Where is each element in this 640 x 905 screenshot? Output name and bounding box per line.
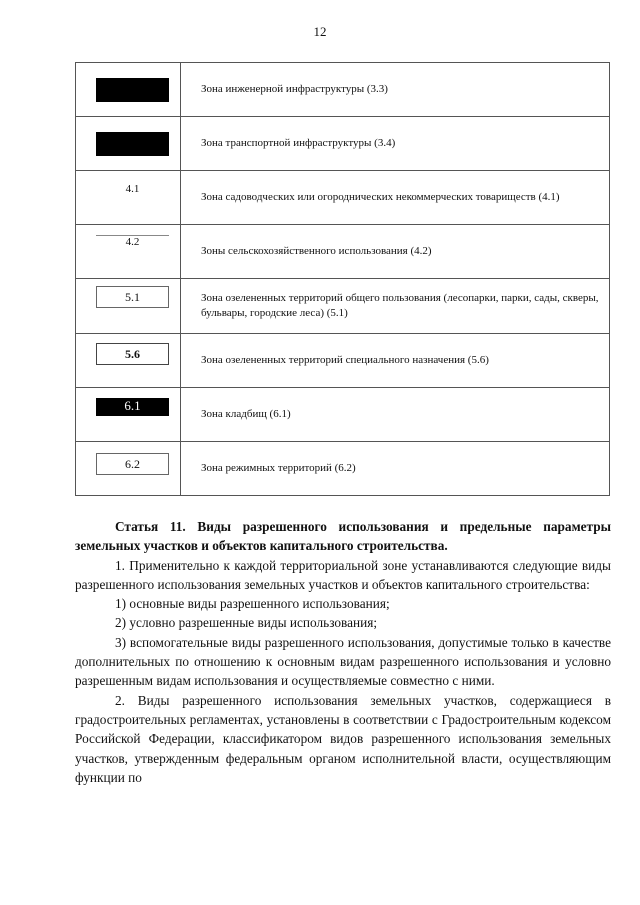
article-paragraph: 2. Виды разрешенного использования земельных участков, содержащиеся в градостроительных регламентах, установлены в соответствии с Градостроительным кодексом Российской Федерации, классификатором видов разрешенного использования земельных участков, утвержденным федеральным органом исполнительной власти, осуществляющим функции по: [75, 692, 611, 785]
legend-description: Зона садоводческих или огороднических некоммерческих товариществ (4.1): [181, 171, 610, 225]
legend-symbol-cell: [76, 442, 181, 496]
legend-symbol-cell: [76, 63, 181, 117]
legend-description: Зона инженерной инфраструктуры (3.3): [181, 63, 610, 117]
legend-row: [76, 171, 610, 225]
legend-row: [76, 117, 610, 171]
legend-symbol-cell: [76, 334, 181, 388]
article-heading: Статья 11. Виды разрешенного использования и предельные параметры земельных участков и объектов капитального строительства.: [75, 519, 611, 554]
legend-row: [76, 279, 610, 334]
zone-symbol-label: 4.1: [125, 183, 140, 195]
legend-row: [76, 334, 610, 388]
legend-description: Зона транспортной инфраструктуры (3.4): [181, 117, 610, 171]
article-paragraph: 1. Применительно к каждой территориальной зоне устанавливаются следующие виды разрешенного использования земельных участков и объектов капитального строительства:: [75, 557, 611, 592]
legend-symbol-cell: [76, 388, 181, 442]
zone-legend-table: [75, 62, 610, 496]
article-list-item: 2) условно разрешенные виды использования;: [115, 615, 378, 631]
page-number: 12: [313, 24, 327, 39]
zone-symbol-label: 4.2: [96, 235, 169, 248]
legend-symbol-cell: [76, 117, 181, 171]
zone-symbol-black-box: [96, 78, 169, 102]
legend-description: Зона режимных территорий (6.2): [181, 442, 610, 496]
zone-symbol-black-label: 6.1: [96, 398, 169, 416]
zone-symbol-outlined: 5.1: [96, 286, 169, 308]
zone-symbol-outlined: 6.2: [96, 453, 169, 475]
legend-description: Зона озелененных территорий специального назначения (5.6): [181, 334, 610, 388]
legend-row: [76, 388, 610, 442]
legend-row: [76, 442, 610, 496]
legend-symbol-cell: [76, 225, 181, 279]
legend-description: Зоны сельскохозяйственного использования (4.2): [181, 225, 610, 279]
legend-description: Зона кладбищ (6.1): [181, 388, 610, 442]
zone-symbol-black-box: [96, 132, 169, 156]
article-list-item: 3) вспомогательные виды разрешенного использования, допустимые только в качестве дополнительных по отношению к основным видам разрешенного использования и условно разрешенным видам использования и осуществляемые совместно с ними.: [75, 634, 611, 689]
legend-symbol-cell: [76, 171, 181, 225]
zone-symbol-outlined-bold: 5.6: [96, 343, 169, 365]
legend-row: [76, 63, 610, 117]
article-list-item: 1) основные виды разрешенного использования;: [115, 596, 390, 612]
article-body: [75, 517, 611, 787]
legend-row: [76, 225, 610, 279]
legend-symbol-cell: [76, 279, 181, 334]
legend-description: Зона озелененных территорий общего пользования (лесопарки, парки, сады, скверы, бульвары, городские леса) (5.1): [181, 279, 610, 334]
